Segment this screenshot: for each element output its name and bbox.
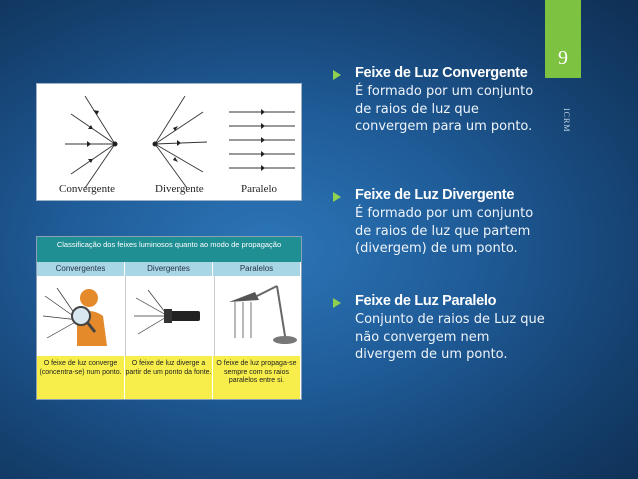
flashlight-illustration <box>126 276 215 356</box>
column-paralelos: Paralelos <box>213 262 301 276</box>
magnifier-icon <box>37 276 125 356</box>
flashlight-icon <box>126 276 214 356</box>
label-paralelo: Paralelo <box>241 183 278 195</box>
table-descriptions <box>37 356 301 400</box>
column-convergentes: Convergentes <box>37 262 125 276</box>
page-number-tab <box>545 0 581 78</box>
bullet-paralelo <box>333 292 545 364</box>
bullet-arrow-icon <box>333 298 341 308</box>
bullet-arrow-icon <box>333 192 341 202</box>
side-label: ICRM <box>562 108 571 133</box>
desk-lamp-illustration <box>215 276 302 356</box>
desc-convergentes: O feixe de luz converge (concentra-se) num ponto. <box>37 356 125 400</box>
column-divergentes: Divergentes <box>125 262 213 276</box>
desc-paralelos: O feixe de luz propaga-se sempre com os raios paralelos entre si. <box>213 356 301 400</box>
bullet-arrow-icon <box>333 70 341 80</box>
table-heading: Classificação dos feixes luminosos quanto ao modo de propagação <box>37 237 301 262</box>
bullet-title: Feixe de Luz Divergente <box>355 187 515 203</box>
ray-diagram-figure <box>36 83 302 201</box>
bullet-title: Feixe de Luz Convergente <box>355 65 528 81</box>
page-number: 9 <box>558 47 568 69</box>
magnifier-person-illustration <box>37 276 126 356</box>
label-divergente: Divergente <box>155 183 204 195</box>
bullet-text: É formado por um conjunto de raios de luz que partem (divergem) de um ponto. <box>355 206 534 256</box>
label-convergente: Convergente <box>59 183 116 195</box>
table-illustrations <box>37 276 301 356</box>
lamp-icon <box>215 276 302 356</box>
desc-divergentes: O feixe de luz diverge a partir de um ponto da fonte. <box>125 356 213 400</box>
bullet-convergente <box>333 64 545 136</box>
bullet-divergente <box>333 186 545 258</box>
table-column-headers <box>37 262 301 276</box>
bullet-text: Conjunto de raios de Luz que não convergem nem divergem de um ponto. <box>355 312 545 362</box>
classification-table-figure <box>36 236 302 400</box>
bullet-title: Feixe de Luz Paralelo <box>355 293 497 309</box>
bullet-text: É formado por um conjunto de raios de luz que convergem para um ponto. <box>355 84 534 134</box>
